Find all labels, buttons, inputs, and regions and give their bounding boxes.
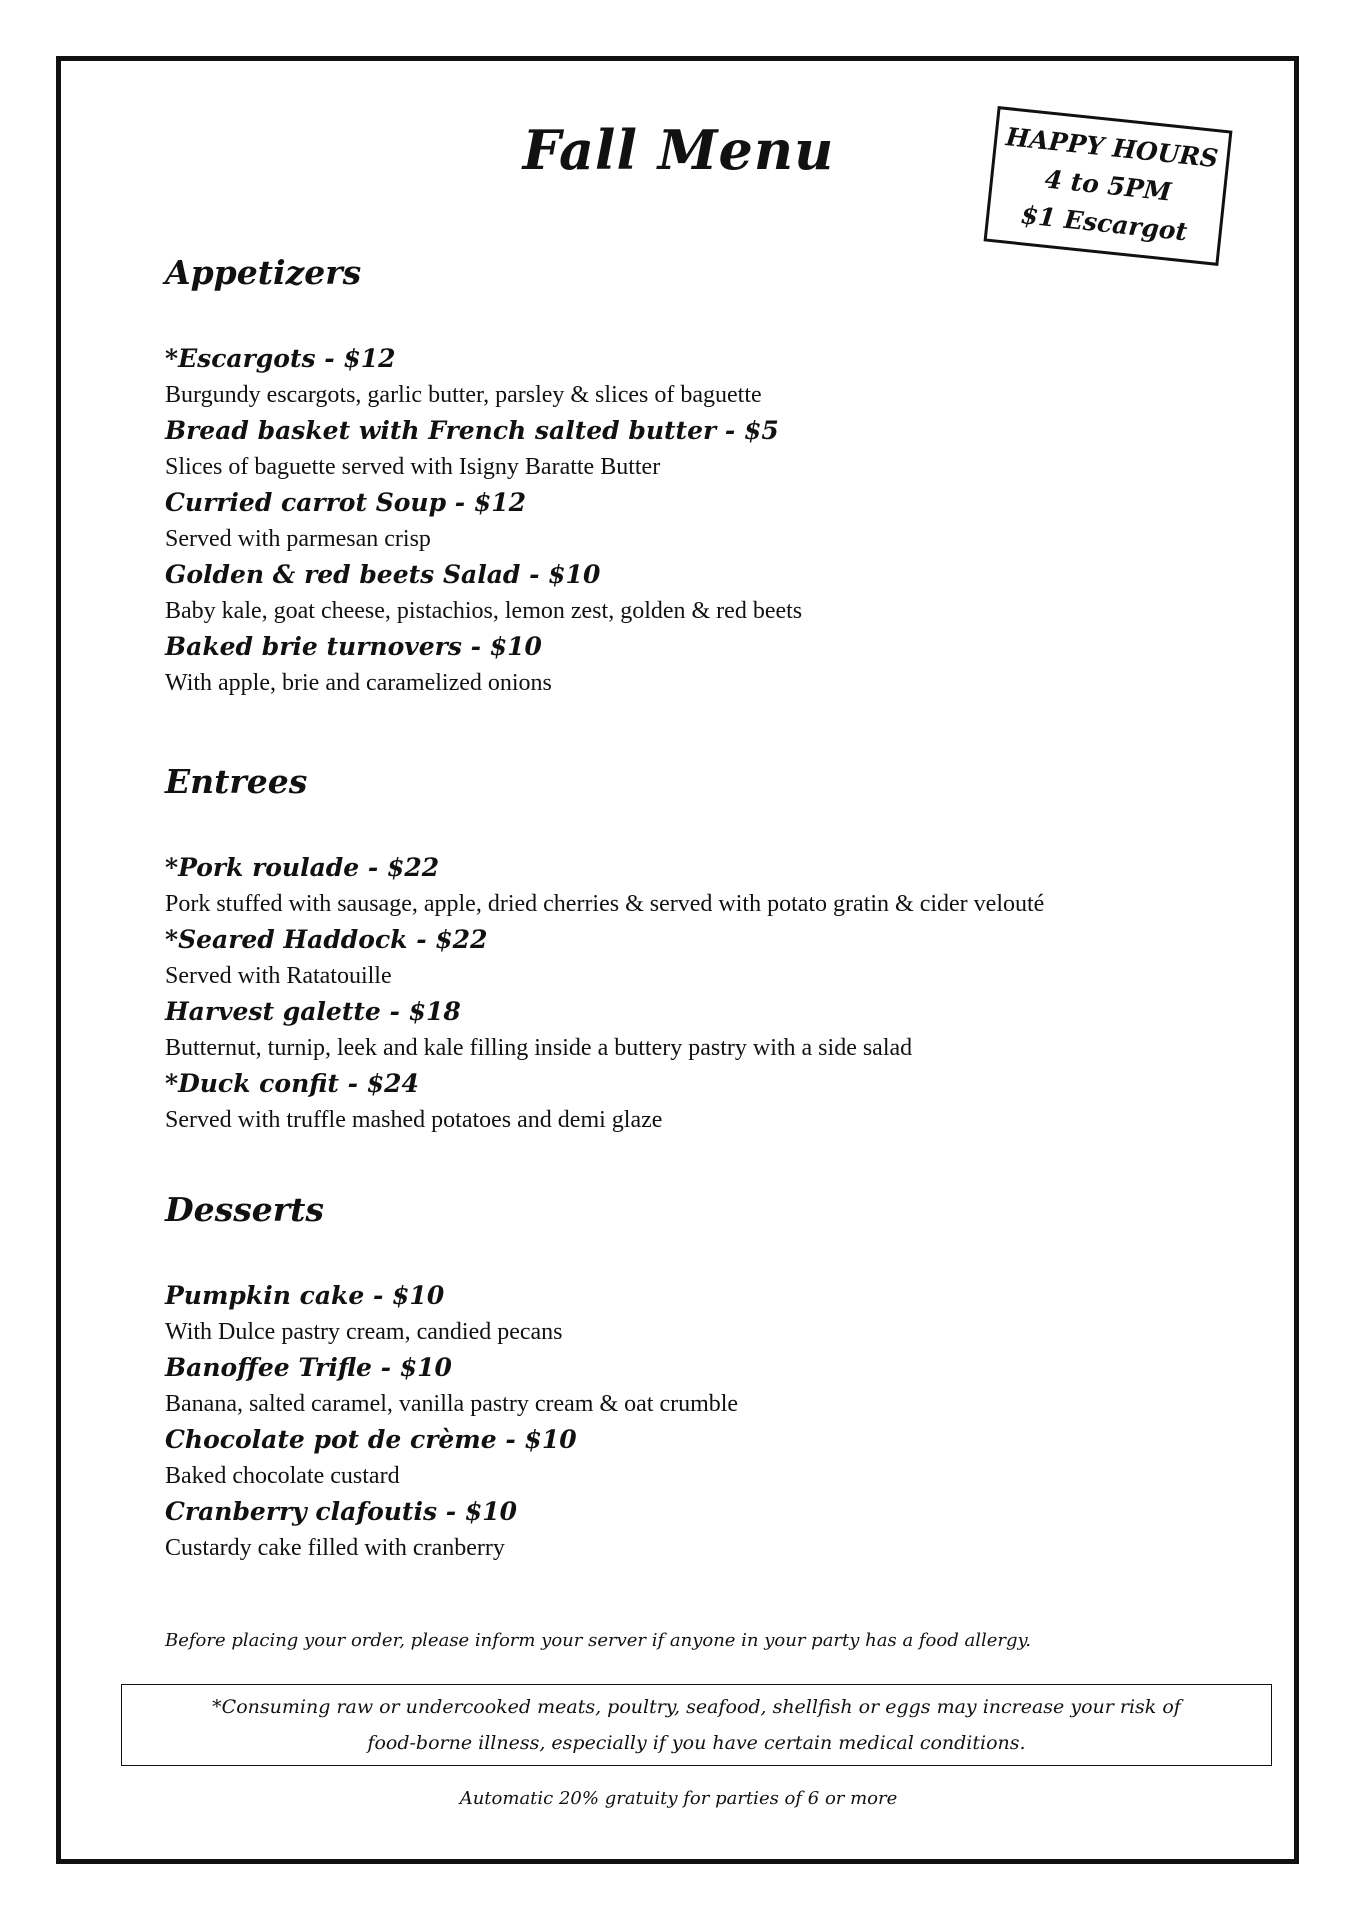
menu-item-name: *Duck confit - $24 bbox=[165, 1069, 419, 1098]
menu-item-description: Baked chocolate custard bbox=[165, 1463, 400, 1489]
menu-item bbox=[165, 1422, 1245, 1494]
allergy-note: Before placing your order, please inform your server if anyone in your party has a food allergy. bbox=[165, 1630, 1031, 1651]
section-entrees bbox=[165, 762, 1245, 1138]
menu-item-name: *Pork roulade - $22 bbox=[165, 853, 440, 882]
menu-item-description: Served with parmesan crisp bbox=[165, 526, 431, 552]
happy-hours-box bbox=[984, 106, 1233, 266]
menu-item bbox=[165, 629, 1245, 701]
menu-item-description: Banana, salted caramel, vanilla pastry cream & oat crumble bbox=[165, 1391, 739, 1417]
consumer-advisory-line: food-borne illness, especially if you have certain medical conditions. bbox=[367, 1732, 1026, 1754]
section-heading: Desserts bbox=[165, 1190, 324, 1229]
menu-item-name: Cranberry clafoutis - $10 bbox=[165, 1497, 518, 1526]
menu-item bbox=[165, 557, 1245, 629]
menu-item bbox=[165, 413, 1245, 485]
menu-item bbox=[165, 1278, 1245, 1350]
menu-item-description: Slices of baguette served with Isigny Baratte Butter bbox=[165, 454, 661, 480]
menu-item bbox=[165, 922, 1245, 994]
menu-item-description: Pork stuffed with sausage, apple, dried cherries & served with potato gratin & cider velouté bbox=[165, 891, 1045, 917]
menu-item-description: With Dulce pastry cream, candied pecans bbox=[165, 1319, 563, 1345]
menu-item bbox=[165, 994, 1245, 1066]
menu-item bbox=[165, 341, 1245, 413]
menu-item-name: Bread basket with French salted butter - $5 bbox=[165, 416, 779, 445]
section-heading: Entrees bbox=[165, 762, 308, 801]
consumer-advisory-line: *Consuming raw or undercooked meats, poultry, seafood, shellfish or eggs may increase your risk of bbox=[212, 1696, 1181, 1718]
menu-item-description: Custardy cake filled with cranberry bbox=[165, 1535, 505, 1561]
section-desserts bbox=[165, 1190, 1245, 1566]
section-heading: Appetizers bbox=[165, 253, 362, 292]
menu-item-description: Burgundy escargots, garlic butter, parsley & slices of baguette bbox=[165, 382, 762, 408]
menu-item-name: Pumpkin cake - $10 bbox=[165, 1281, 445, 1310]
menu-item bbox=[165, 850, 1245, 922]
gratuity-note: Automatic 20% gratuity for parties of 6 or more bbox=[459, 1788, 898, 1809]
menu-item-name: Curried carrot Soup - $12 bbox=[165, 488, 527, 517]
menu-title: Fall Menu bbox=[522, 118, 835, 182]
menu-item-description: Butternut, turnip, leek and kale filling inside a buttery pastry with a side salad bbox=[165, 1035, 913, 1061]
menu-item-description: Served with truffle mashed potatoes and demi glaze bbox=[165, 1107, 663, 1133]
menu-item-name: *Seared Haddock - $22 bbox=[165, 925, 488, 954]
menu-item bbox=[165, 1494, 1245, 1566]
menu-item bbox=[165, 1350, 1245, 1422]
menu-item bbox=[165, 1066, 1245, 1138]
happy-hours-offer: $1 Escargot bbox=[1019, 200, 1189, 247]
menu-item-description: With apple, brie and caramelized onions bbox=[165, 670, 552, 696]
section-appetizers bbox=[165, 253, 1245, 701]
happy-hours-heading: HAPPY HOURS bbox=[1004, 122, 1220, 174]
consumer-advisory-box bbox=[121, 1684, 1272, 1766]
menu-item-name: Baked brie turnovers - $10 bbox=[165, 632, 542, 661]
menu-item-description: Served with Ratatouille bbox=[165, 963, 392, 989]
menu-item-description: Baby kale, goat cheese, pistachios, lemon zest, golden & red beets bbox=[165, 598, 803, 624]
menu-item-name: Golden & red beets Salad - $10 bbox=[165, 560, 601, 589]
happy-hours-time: 4 to 5PM bbox=[1043, 164, 1173, 207]
menu-item-name: Banoffee Trifle - $10 bbox=[165, 1353, 452, 1382]
menu-item-name: Chocolate pot de crème - $10 bbox=[165, 1425, 577, 1454]
menu-item bbox=[165, 485, 1245, 557]
menu-item-name: *Escargots - $12 bbox=[165, 344, 396, 373]
menu-item-name: Harvest galette - $18 bbox=[165, 997, 461, 1026]
